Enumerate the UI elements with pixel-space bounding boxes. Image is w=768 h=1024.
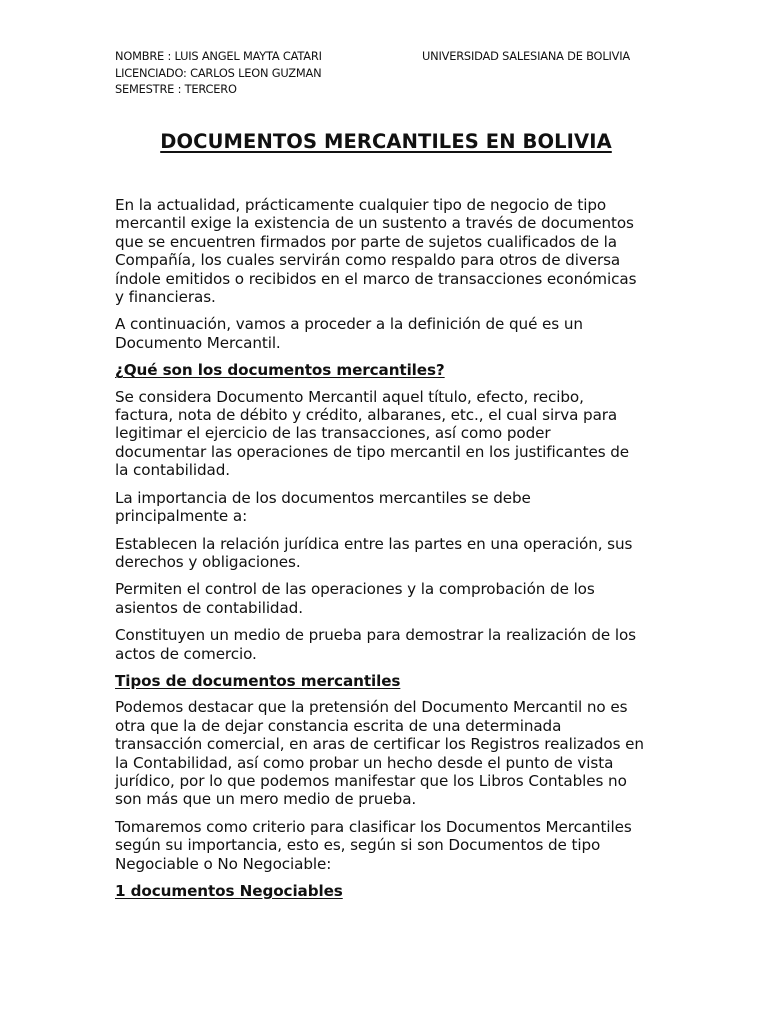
student-name: NOMBRE : LUIS ANGEL MAYTA CATARI: [115, 49, 322, 63]
text-line: A continuación, vamos a proceder a la definición de qué es un: [115, 315, 583, 334]
text-line: documentar las operaciones de tipo mercantil en los justificantes de: [115, 442, 630, 461]
text-line: actos de comercio.: [115, 644, 257, 663]
text-line: la Contabilidad, así como probar un hecho desde el punto de vista: [115, 753, 614, 772]
text-line: jurídico, por lo que podemos manifestar que los Libros Contables no: [115, 771, 627, 790]
paragraph-importance: [115, 489, 655, 526]
text-line: Podemos destacar que la pretensión del Documento Mercantil no es: [115, 698, 628, 717]
text-line: factura, nota de débito y crédito, albaranes, etc., el cual sirva para: [115, 406, 618, 425]
text-line: mercantil exige la existencia de un sustento a través de documentos: [115, 214, 634, 233]
professor-name: LICENCIADO: CARLOS LEON GUZMAN: [115, 65, 322, 80]
text-line: Negociable o No Negociable:: [115, 854, 332, 873]
text-line: legitimar el ejercicio de las transacciones, así como poder: [115, 424, 551, 443]
paragraph-pretension: [115, 698, 655, 808]
section-heading-tipos: Tipos de documentos mercantiles: [115, 671, 401, 690]
text-line: La importancia de los documentos mercantiles se debe: [115, 488, 531, 507]
text-line: índole emitidos o recibidos en el marco de transacciones económicas: [115, 269, 637, 288]
text-line: son más que un mero medio de prueba.: [115, 790, 417, 809]
text-line: derechos y obligaciones.: [115, 552, 301, 571]
text-line: que se encuentren firmados por parte de sujetos cualificados de la: [115, 232, 617, 251]
text-line: En la actualidad, prácticamente cualquier tipo de negocio de tipo: [115, 196, 607, 214]
paragraph-relacion: [115, 535, 655, 572]
text-line: Constituyen un medio de prueba para demostrar la realización de los: [115, 626, 636, 645]
paragraph-intro: [115, 196, 655, 306]
text-line: Se considera Documento Mercantil aquel título, efecto, recibo,: [115, 387, 584, 406]
semester: SEMESTRE : TERCERO: [115, 82, 237, 96]
text-line: según su importancia, esto es, según si son Documentos de tipo: [115, 836, 601, 855]
document-body: [115, 196, 655, 908]
text-line: Permiten el control de las operaciones y la comprobación de los: [115, 580, 595, 599]
paragraph-continuation: [115, 315, 655, 352]
paragraph-criterio: [115, 818, 655, 873]
section-heading-que-son: ¿Qué son los documentos mercantiles?: [115, 361, 445, 380]
section-heading-negociables: 1 documentos Negociables: [115, 882, 343, 900]
text-line: asientos de contabilidad.: [115, 598, 303, 617]
text-line: principalmente a:: [115, 507, 248, 526]
paragraph-prueba: [115, 626, 655, 663]
text-line: Compañía, los cuales servirán como respaldo para otros de diversa: [115, 251, 621, 270]
paragraph-definition: [115, 388, 655, 480]
paragraph-control: [115, 580, 655, 617]
text-line: Documento Mercantil.: [115, 333, 281, 352]
text-line: y financieras.: [115, 288, 216, 307]
text-line: Tomaremos como criterio para clasificar los Documentos Mercantiles: [115, 817, 632, 836]
header-info: [115, 48, 322, 98]
text-line: la contabilidad.: [115, 461, 230, 480]
text-line: otra que la de dejar constancia escrita de una determinada: [115, 716, 562, 735]
document-title: DOCUMENTOS MERCANTILES EN BOLIVIA: [160, 130, 612, 153]
text-line: Establecen la relación jurídica entre las partes en una operación, sus: [115, 534, 633, 553]
text-line: transacción comercial, en aras de certificar los Registros realizados en: [115, 735, 644, 754]
university-name: UNIVERSIDAD SALESIANA DE BOLIVIA: [422, 49, 630, 63]
